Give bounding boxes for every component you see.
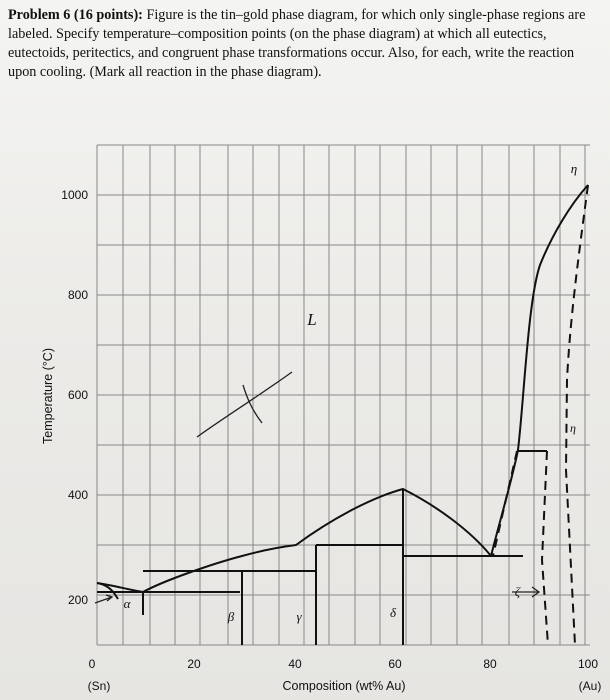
x-tick-80: 80 (483, 657, 497, 671)
y-tick-1000: 1000 (61, 188, 88, 202)
phase-label-eta-top: η (570, 161, 578, 176)
dashed-left-eta (493, 451, 517, 556)
dashed-boundaries (493, 185, 588, 645)
x-axis-title: Composition (wt% Au) (282, 679, 406, 693)
phase-label-gamma: γ (296, 609, 302, 624)
liquidus-left (97, 489, 491, 592)
x-end-label-sn: (Sn) (87, 679, 111, 693)
problem-text: Figure is the tin–gold phase diagram, for which only single-phase regions are labeled. Specify temperature–composition points (on the phase diagram) at which all eutectics, eutectoids, peritectics, and congruent phase transformations occur. Also, for each, write the reaction upon cooling. (Mark all reaction in the phase diagram). (8, 7, 586, 80)
phase-label-eta-mid: η (570, 421, 576, 435)
alpha-arrow (95, 595, 112, 603)
problem-label: Problem 6 (16 points): (8, 7, 143, 23)
x-tick-40: 40 (288, 657, 302, 671)
x-tick-60: 60 (388, 657, 402, 671)
phase-label-alpha: α (123, 596, 131, 611)
y-tick-600: 600 (67, 388, 88, 402)
y-axis-title: Temperature (°C) (41, 348, 55, 444)
phase-label-beta: β (227, 609, 235, 624)
x-tick-100: 100 (577, 657, 599, 671)
phase-label-zeta: ζ (514, 584, 520, 599)
phase-label-delta: δ (389, 605, 397, 620)
phase-label-liquid: L (307, 310, 317, 329)
hand-diagonal (197, 372, 292, 437)
x-tick-0: 0 (88, 657, 96, 671)
x-tick-20: 20 (187, 657, 201, 671)
x-end-label-au: (Au) (578, 679, 602, 693)
dashed-zeta-boundary (542, 451, 548, 645)
y-tick-800: 800 (67, 288, 88, 302)
phase-boundaries (97, 185, 588, 645)
y-tick-200: 200 (67, 593, 88, 607)
y-tick-400: 400 (67, 488, 88, 502)
